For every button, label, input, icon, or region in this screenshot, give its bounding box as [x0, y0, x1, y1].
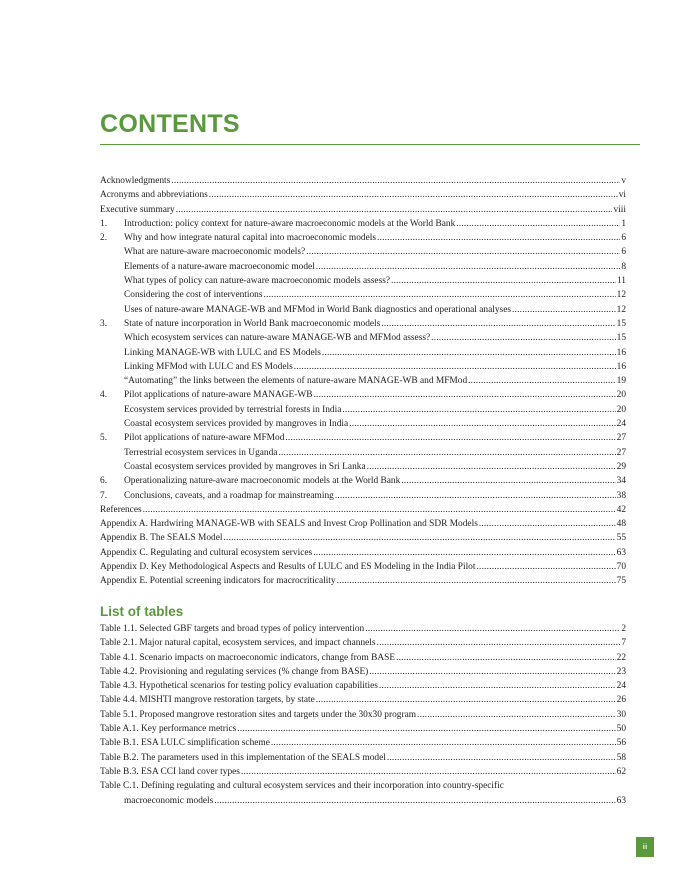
- toc-entry-page: 56: [616, 738, 626, 749]
- page-number: iii: [636, 837, 654, 857]
- toc-entry[interactable]: [100, 360, 626, 374]
- toc-entry-page: 16: [616, 347, 626, 358]
- toc-entry[interactable]: [100, 560, 626, 574]
- leader-dots: [512, 303, 616, 317]
- toc-entry-text: Appendix B. The SEALS Model: [100, 533, 223, 544]
- toc-entry-page: 58: [616, 752, 626, 763]
- toc-entry-page: 24: [616, 681, 626, 692]
- toc-entry-text: Conclusions, caveats, and a roadmap for mainstreaming: [124, 490, 334, 501]
- page-title: CONTENTS: [100, 110, 240, 138]
- toc-entry-text: Coastal ecosystem services provided by mangroves in India: [124, 419, 349, 430]
- toc-entry-table-c1-continued[interactable]: [100, 794, 626, 808]
- list-of-tables: [100, 622, 626, 808]
- toc-entry[interactable]: [100, 489, 626, 503]
- toc-entry-page: 15: [616, 318, 626, 329]
- toc-entry-text: Table 4.2. Provisioning and regulating services (% change from BASE): [100, 666, 369, 677]
- toc-entry-text: Appendix D. Key Methodological Aspects and Results of LULC and ES Modeling in the India Pilot: [100, 562, 476, 573]
- table-list-entry[interactable]: [100, 722, 626, 736]
- leader-dots: [342, 403, 615, 417]
- leader-dots: [322, 346, 616, 360]
- leader-dots: [476, 560, 615, 574]
- toc-entry-text: References: [100, 504, 142, 515]
- toc-entry-page: 27: [616, 433, 626, 444]
- toc-entry[interactable]: [100, 446, 626, 460]
- leader-dots: [209, 188, 618, 202]
- toc-entry-text: Introduction: policy context for nature-aware macroeconomic models at the World Bank: [124, 218, 456, 229]
- leader-dots: [176, 203, 613, 217]
- toc-entry[interactable]: [100, 317, 626, 331]
- toc-entry-page: 11: [616, 276, 626, 287]
- toc-entry-text: Appendix E. Potential screening indicators for macrocriticality: [100, 576, 336, 587]
- toc-entry-text: macroeconomic models: [124, 795, 214, 806]
- toc-entry[interactable]: [100, 531, 626, 545]
- toc-entry-text: Which ecosystem services can nature-aware MANAGE-WB and MFMod assess?: [124, 333, 431, 344]
- toc-entry-text: Table 5.1. Proposed mangrove restoration sites and targets under the 30x30 program: [100, 709, 417, 720]
- toc-entry-text: What types of policy can nature-aware macroeconomic models assess?: [124, 276, 391, 287]
- toc-entry-page: v: [621, 176, 626, 186]
- leader-dots: [391, 274, 616, 288]
- toc-entry-page: 70: [616, 562, 626, 573]
- leader-dots: [313, 546, 615, 560]
- toc-entry-number: 1.: [100, 218, 108, 229]
- leader-dots: [294, 360, 616, 374]
- toc-entry-text: “Automating” the links between the elements of nature-aware MANAGE-WB and MFMod: [124, 376, 468, 387]
- toc-entry[interactable]: [100, 346, 626, 360]
- toc-entry-page: 27: [616, 447, 626, 458]
- toc-entry-page: 48: [616, 519, 626, 530]
- table-list-entry[interactable]: [100, 765, 626, 779]
- toc-entry[interactable]: [100, 460, 626, 474]
- leader-dots: [335, 489, 616, 503]
- leader-dots: [314, 388, 616, 402]
- toc-entry[interactable]: [100, 231, 626, 245]
- title-rule: [100, 144, 640, 145]
- toc-entry-page: 1: [621, 218, 626, 229]
- leader-dots: [417, 708, 616, 722]
- leader-dots: [387, 751, 616, 765]
- toc-entry-page: 22: [616, 652, 626, 663]
- toc-entry-text: Ecosystem services provided by terrestrial forests in India: [124, 404, 342, 415]
- toc-entry-text: Considering the cost of interventions: [124, 290, 263, 301]
- toc-entry-text: Table 4.1. Scenario impacts on macroeconomic indicators, change from BASE: [100, 652, 396, 663]
- toc-entry-page: 20: [616, 390, 626, 401]
- leader-dots: [377, 636, 621, 650]
- toc-entry[interactable]: [100, 474, 626, 488]
- toc-entry-text: Acknowledgments: [100, 176, 171, 186]
- leader-dots: [367, 460, 616, 474]
- table-list-entry[interactable]: [100, 751, 626, 765]
- table-of-contents: [100, 174, 626, 589]
- toc-entry[interactable]: [100, 260, 626, 274]
- toc-entry-text: Table 4.3. Hypothetical scenarios for testing policy evaluation capabilities: [100, 681, 378, 692]
- leader-dots: [306, 245, 620, 259]
- toc-entry-page: 12: [616, 290, 626, 301]
- toc-entry-page: viii: [613, 204, 626, 215]
- toc-entry-number: 5.: [100, 433, 108, 444]
- toc-entry-page: 8: [621, 261, 626, 272]
- toc-entry-number: 3.: [100, 318, 108, 329]
- toc-entry-page: 20: [616, 404, 626, 415]
- toc-entry-page: 29: [616, 461, 626, 472]
- toc-entry-text: What are nature-aware macroeconomic models?: [124, 247, 306, 258]
- leader-dots: [278, 446, 615, 460]
- table-list-entry[interactable]: [100, 636, 626, 650]
- toc-entry-page: 15: [616, 333, 626, 344]
- toc-entry-page: 63: [616, 795, 626, 806]
- toc-entry-text: Uses of nature-aware MANAGE-WB and MFMod in World Bank diagnostics and operational analyses: [124, 304, 512, 315]
- toc-entry[interactable]: [100, 217, 626, 231]
- toc-entry[interactable]: [100, 303, 626, 317]
- toc-entry-page: 23: [616, 666, 626, 677]
- leader-dots: [365, 622, 620, 636]
- toc-entry-text: Acronyms and abbreviations: [100, 190, 208, 201]
- toc-entry-number: 7.: [100, 490, 108, 501]
- leader-dots: [271, 736, 616, 750]
- leader-dots: [143, 503, 616, 517]
- toc-entry[interactable]: [100, 503, 626, 517]
- toc-entry[interactable]: [100, 274, 626, 288]
- toc-entry-page: 24: [616, 419, 626, 430]
- toc-entry-number: 4.: [100, 390, 108, 401]
- leader-dots: [479, 517, 616, 531]
- toc-entry-text: Table C.1. Defining regulating and cultural ecosystem services and their incorporation into country-specific: [100, 781, 504, 792]
- leader-dots: [316, 693, 616, 707]
- toc-entry[interactable]: [100, 574, 626, 588]
- toc-entry-text: Table 1.1. Selected GBF targets and broad types of policy intervention: [100, 624, 365, 634]
- leader-dots: [285, 431, 615, 445]
- toc-entry-text: Table A.1. Key performance metrics: [100, 724, 237, 735]
- toc-entry-number: 6.: [100, 476, 108, 487]
- toc-entry[interactable]: [100, 431, 626, 445]
- toc-entry-text: State of nature incorporation in World Bank macroeconomic models: [124, 318, 381, 329]
- table-list-entry[interactable]: [100, 622, 626, 636]
- toc-entry-text: Linking MANAGE-WB with LULC and ES Models: [124, 347, 321, 358]
- toc-entry-page: vi: [618, 190, 626, 201]
- table-list-entry[interactable]: [100, 708, 626, 722]
- toc-entry-page: 50: [616, 724, 626, 735]
- toc-entry-text: Elements of a nature-aware macroeconomic model: [124, 261, 315, 272]
- toc-entry[interactable]: [100, 517, 626, 531]
- toc-entry[interactable]: [100, 174, 626, 188]
- toc-entry[interactable]: [100, 388, 626, 402]
- toc-entry-text: Pilot applications of nature-aware MANAGE-WB: [124, 390, 313, 401]
- toc-entry[interactable]: [100, 203, 626, 217]
- toc-entry[interactable]: [100, 331, 626, 345]
- toc-entry-text: Terrestrial ecosystem services in Uganda: [124, 447, 278, 458]
- table-list-entry[interactable]: [100, 651, 626, 665]
- toc-entry-page: 30: [616, 709, 626, 720]
- leader-dots: [431, 331, 615, 345]
- toc-entry-text: Linking MFMod with LULC and ES Models: [124, 361, 293, 372]
- leader-dots: [264, 288, 616, 302]
- list-of-tables-heading: List of tables: [100, 604, 184, 619]
- toc-entry-text: Operationalizing nature-aware macroeconomic models at the World Bank: [124, 476, 401, 487]
- toc-entry[interactable]: [100, 374, 626, 388]
- toc-entry-page: 62: [616, 766, 626, 777]
- toc-entry-page: 12: [616, 304, 626, 315]
- leader-dots: [401, 474, 615, 488]
- toc-entry-text: Executive summary: [100, 204, 175, 215]
- toc-entry[interactable]: [100, 417, 626, 431]
- toc-entry-page: 38: [616, 490, 626, 501]
- toc-entry-text: Appendix A. Hardwiring MANAGE-WB with SEALS and Invest Crop Pollination and SDR Models: [100, 519, 478, 530]
- toc-entry-page: 55: [616, 533, 626, 544]
- toc-entry-page: 6: [621, 233, 626, 244]
- leader-dots: [241, 765, 616, 779]
- leader-dots: [381, 317, 615, 331]
- toc-entry-text: Table 4.4. MISHTI mangrove restoration targets, by state: [100, 695, 315, 706]
- leader-dots: [369, 665, 615, 679]
- toc-entry[interactable]: [100, 188, 626, 202]
- toc-entry[interactable]: [100, 403, 626, 417]
- toc-entry-text: Table B.1. ESA LULC simplification scheme: [100, 738, 270, 749]
- leader-dots: [316, 260, 621, 274]
- leader-dots: [468, 374, 615, 388]
- toc-entry-text: Why and how integrate natural capital into macroeconomic models: [124, 233, 376, 244]
- toc-entry-text: Table 2.1. Major natural capital, ecosystem services, and impact channels: [100, 638, 376, 649]
- toc-entry-text: Coastal ecosystem services provided by mangroves in Sri Lanka: [124, 461, 366, 472]
- leader-dots: [337, 574, 616, 588]
- leader-dots: [456, 217, 620, 231]
- leader-dots: [377, 231, 620, 245]
- toc-entry-page: 6: [621, 247, 626, 258]
- toc-entry-page: 19: [616, 376, 626, 387]
- leader-dots: [396, 651, 616, 665]
- toc-entry-page: 2: [621, 624, 626, 634]
- table-list-entry[interactable]: [100, 736, 626, 750]
- table-list-entry[interactable]: [100, 693, 626, 707]
- leader-dots: [223, 531, 615, 545]
- toc-entry-page: 26: [616, 695, 626, 706]
- toc-entry-page: 34: [616, 476, 626, 487]
- leader-dots: [214, 794, 615, 808]
- table-list-entry[interactable]: [100, 679, 626, 693]
- toc-entry[interactable]: [100, 546, 626, 560]
- leader-dots: [379, 679, 616, 693]
- toc-entry[interactable]: [100, 288, 626, 302]
- toc-entry[interactable]: [100, 245, 626, 259]
- toc-entry-text: Table B.3. ESA CCI land cover types: [100, 766, 240, 777]
- toc-entry-text: Pilot applications of nature-aware MFMod: [124, 433, 285, 444]
- leader-dots: [171, 174, 620, 188]
- leader-dots: [237, 722, 615, 736]
- toc-entry-page: 16: [616, 361, 626, 372]
- toc-entry-page: 63: [616, 547, 626, 558]
- leader-dots: [349, 417, 615, 431]
- toc-entry-page: 7: [621, 638, 626, 649]
- toc-entry-text: Table B.2. The parameters used in this implementation of the SEALS model: [100, 752, 386, 763]
- toc-entry-table-c1[interactable]: [100, 779, 626, 793]
- toc-entry-page: 75: [616, 576, 626, 587]
- toc-entry-number: 2.: [100, 233, 108, 244]
- table-list-entry[interactable]: [100, 665, 626, 679]
- toc-entry-text: Appendix C. Regulating and cultural ecosystem services: [100, 547, 313, 558]
- toc-entry-page: 42: [616, 504, 626, 515]
